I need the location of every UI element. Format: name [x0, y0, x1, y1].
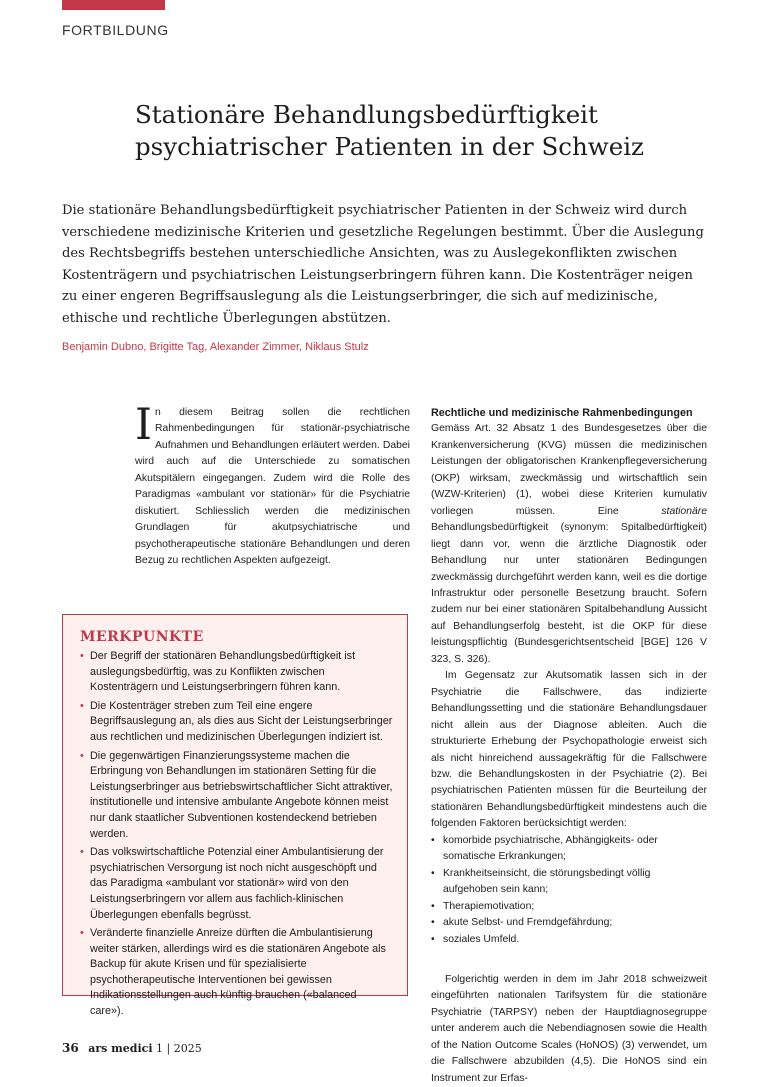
- paragraph-2: Im Gegensatz zur Akutsomatik lassen sich in der Psychiatrie die Fallschwere, das indizierte Behandlungssetting und die stationäre Behandlungsdauer nicht allein aus der Diagnose ableiten. Auch die strukturierte Erhebung der Psychopathologie erweist sich als nicht hinreichend aussagekräftig für die Fallschwere bzw. die Behandlungskosten in der Psychiatrie (2). Bei psychiatrischen Patienten müssen für die Beurteilung der stationären Behandlungsbedürftigkeit mindestens auch die folgenden Faktoren berücksichtigt werden:: [431, 670, 707, 830]
- paragraph-1: Gemäss Art. 32 Absatz 1 des Bundesgesetzes über die Krankenversicherung (KVG) müssen die medizinischen Leistungen der obligatorischen Krankenpflegeversicherung (OKP) wirksam, zweckmässig und wirtschaftlich sein (WZW-Kriterien) (1), wobei diese Kriterien kumulativ vorliegen müssen. Eine stationäre Behandlungsbedürftigkeit (synonym: Spitalbedürftigkeit) liegt dann vor, wenn die ärztliche Diagnostik oder Behandlung nur unter stationären Bedingungen zweckmässig durchgeführt werden kann, weil es die dortige Infrastruktur oder personelle Besetzung braucht. Sofern zudem nur bei einer stationären Spitalbehandlung Aussicht auf Behandlungserfolg besteht, ist die OKP für diese leistungspflichtig (Bundesgerichtsentscheid [BGE] 126 V 323, S. 326).: [431, 423, 707, 665]
- intro-paragraph: [135, 400, 410, 570]
- title-line-2: psychiatrischer Patienten in der Schweiz: [135, 132, 644, 161]
- drop-cap: I: [135, 400, 152, 450]
- merkpunkte-title: MERKPUNKTE: [80, 629, 204, 645]
- bullet-icon: •: [431, 917, 435, 929]
- title-line-1: Stationäre Behandlungsbedürftigkeit: [135, 100, 598, 129]
- bullet-icon: •: [80, 650, 84, 662]
- merkpunkte-list: [80, 649, 393, 1020]
- merkpunkte-item: • Veränderte finanzielle Anreize dürften die Ambulantisierung weiter stärken, allerdings wird es die stationären Angebote als Backup für akute Krisen und für spezialisierte psychotherapeutische Interventionen bei gewissen Indikationsstellungen auch künftig brauchen («balanced care»).: [80, 927, 386, 1018]
- bullet-icon: •: [431, 900, 435, 912]
- emphasis: stationäre: [661, 505, 707, 517]
- merkpunkte-item: • Der Begriff der stationären Behandlungsbedürftigkeit ist auslegungsbedürftig, was zu Konflikten zwischen Kostenträgern und Leistungserbringern führen kann.: [80, 650, 356, 694]
- section-label: FORTBILDUNG: [62, 22, 169, 38]
- bullet-icon: •: [431, 933, 435, 945]
- bullet-icon: •: [80, 749, 84, 762]
- merkpunkte-box: [62, 614, 408, 1018]
- merkpunkte-item: • Das volkswirtschaftliche Potenzial einer Ambulantisierung der psychiatrischen Versorgung ist noch nicht ausgeschöpft und das Paradigma «ambulant vor stationär» wird von den Leistungserbringern vor allem aus fachlich-klinischen Überlegungen ebenfalls begrüsst.: [80, 846, 384, 921]
- page-footer: [62, 1041, 202, 1055]
- header-accent-bar: [62, 0, 165, 10]
- intro-text: n diesem Beitrag sollen die rechtlichen Rahmenbedingungen für stationär-psychiatrische Aufnahmen und Behandlungen erläutert werden. Dabei wird auch auf die Unterschiede zu somatischen Akutspitälern eingegangen. Zudem wird die Rolle des Paradigmas «ambulant vor stationär» für die Psychiatrie diskutiert. Schliesslich werden die medizinischen Grundlagen für akutpsychiatrische und psychotherapeutische stationäre Behandlungen und deren Bezug zu rechtlichen Aspekten aufgezeigt.: [135, 407, 410, 567]
- paragraph-3: Folgerichtig werden in dem im Jahr 2018 schweizweit eingeführten nationalen Tarifsystem für die stationäre Psychiatrie (TARPSY) neben der Hauptdiagnosegruppe unter anderem auch die Nebendiagnosen sowie die Health of the Nation Outcome Scales (HoNOS) (3) verwendet, um die Fallschwere abzubilden (4,5). Die HoNOS sind ein Instrument zur Erfas-: [431, 973, 707, 1084]
- bullet-icon: •: [80, 699, 84, 712]
- article-lead: Die stationäre Behandlungsbedürftigkeit psychiatrischer Patienten in der Schweiz wird durch verschiedene medizinische Kriterien und gesetzliche Regelungen bestimmt. Über die Auslegung des Rechtsbegriffs bestehen unterschiedliche Ansichten, was zu Auslegekonflikten zwischen Kostenträgern und psychiatrischen Leistungserbringern führen kann. Die Kostenträger neigen zu einer engeren Begriffsauslegung als die Leistungserbringer, die sich auf medizinische, ethische und rechtliche Überlegungen abstützen.: [62, 203, 704, 326]
- bullet-icon: •: [431, 867, 435, 879]
- factor-item: • komorbide psychiatrische, Abhängigkeits- oder somatische Erkrankungen;: [431, 834, 658, 863]
- factor-item: • Therapiemotivation;: [431, 899, 707, 915]
- merkpunkte-item: • Die Kostenträger streben zum Teil eine engere Begriffsauslegung an, als dies aus Sicht der Leistungserbringer aus rechtlichen und medizinischen Überlegungen indiziert ist.: [80, 699, 393, 743]
- bullet-icon: •: [431, 834, 435, 846]
- factor-item: • Krankheitseinsicht, die störungsbedingt völlig aufgehoben sein kann;: [431, 867, 651, 896]
- right-column: [431, 405, 707, 1087]
- factor-item: • akute Selbst- und Fremdgefährdung;: [431, 915, 707, 931]
- merkpunkte-item: • Die gegenwärtigen Finanzierungssysteme machen die Erbringung von Behandlungen im stationären Setting für die Leistungserbringer aus betriebswirtschaftlicher Sicht attraktiver, institutionelle und intensive ambulante Angebote können meist nur dank staatlicher Subventionen kostendeckend betrieben werden.: [80, 749, 393, 840]
- issue-label: 1 | 2025: [156, 1042, 202, 1055]
- factor-list: [431, 833, 707, 948]
- article-title: [135, 99, 695, 163]
- section-heading: Rechtliche und medizinische Rahmenbedingungen: [431, 407, 693, 419]
- bullet-icon: •: [80, 927, 84, 940]
- bullet-icon: •: [80, 846, 84, 859]
- page-number: 36: [62, 1041, 79, 1055]
- authors: Benjamin Dubno, Brigitte Tag, Alexander Zimmer, Niklaus Stulz: [62, 341, 369, 353]
- factor-item: • soziales Umfeld.: [431, 932, 707, 948]
- magazine-name: ars medici: [88, 1042, 153, 1055]
